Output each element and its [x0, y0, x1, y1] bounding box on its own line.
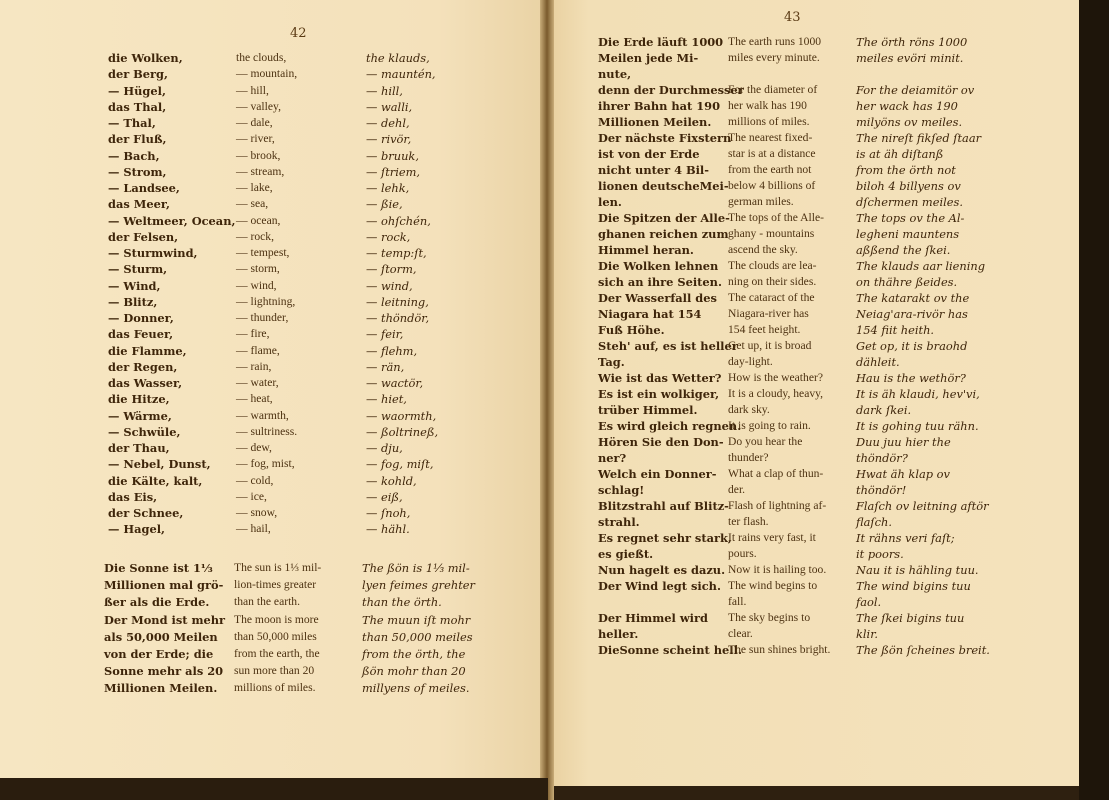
sentence-cell-english: ascend the sky.	[728, 243, 798, 256]
vocab-cell-pronunciation: — walli,	[366, 99, 413, 114]
sentence-cell-pronunciation: 154 fiit heith.	[856, 323, 935, 337]
sentence-cell-german: Die Wolken lehnen	[598, 259, 719, 273]
phrase-cell-german: Millionen mal grö-	[104, 578, 224, 593]
sentence-cell-german: Meilen jede Mi-	[598, 51, 699, 65]
vocab-cell-english: the clouds,	[236, 51, 287, 64]
sentence-cell-english: Niagara-river has	[728, 307, 809, 320]
vocab-cell-pronunciation: — rock,	[366, 229, 411, 244]
phrase-cell-english: than the earth.	[234, 595, 300, 609]
vocab-cell-german: der Berg,	[108, 67, 168, 82]
sentence-cell-pronunciation: Hau is the wethör?	[856, 371, 966, 385]
sentence-cell-german: Nun hagelt es dazu.	[598, 563, 726, 577]
phrase-cell-german: Der Mond ist mehr	[104, 612, 226, 627]
phrase-cell-german: Die Sonne ist 1⅓	[104, 561, 213, 575]
page-number-left: 42	[290, 26, 307, 41]
vocab-cell-english: — snow,	[236, 506, 278, 519]
vocab-cell-german: — Schwüle,	[108, 424, 181, 439]
vocab-cell-pronunciation: — dehl,	[366, 116, 410, 130]
sentence-cell-german: Fuß Höhe.	[598, 323, 665, 337]
vocab-cell-pronunciation: — dju,	[366, 441, 403, 455]
vocab-cell-pronunciation: — waormth,	[366, 408, 437, 423]
sentence-cell-pronunciation: The örth röns 1000	[856, 35, 968, 49]
sentence-cell-pronunciation: milyöns ov meiles.	[856, 115, 963, 129]
sentence-cell-english: der.	[728, 483, 746, 496]
vocab-cell-pronunciation: — ßoltrineß,	[366, 424, 439, 439]
sentence-cell-english: The nearest fixed-	[728, 131, 813, 144]
vocab-cell-pronunciation: — hill,	[366, 83, 403, 98]
vocab-cell-english: — fire,	[236, 327, 270, 341]
sentence-cell-english: dark sky.	[728, 403, 770, 416]
sentence-cell-english: day-light.	[728, 355, 773, 368]
vocab-cell-english: — lake,	[236, 181, 273, 194]
phrase-cell-german: Millionen Meilen.	[104, 681, 218, 696]
vocab-cell-english: — thunder,	[236, 311, 289, 324]
sentence-cell-german: Tag.	[598, 355, 625, 369]
right-page	[546, 0, 1079, 786]
sentence-cell-pronunciation: legheni mauntens	[856, 227, 960, 241]
sentence-cell-english: Flash of lightning af-	[728, 499, 827, 512]
vocab-cell-pronunciation: — ſtriem,	[366, 164, 421, 179]
phrase-cell-pronunciation: than 50,000 meiles	[362, 629, 473, 644]
vocab-cell-pronunciation: — hähl.	[366, 522, 410, 537]
phrase-cell-english: than 50,000 miles	[234, 629, 317, 643]
sentence-cell-english: pours.	[728, 547, 757, 560]
phrase-cell-english: The moon is more	[234, 612, 319, 626]
sentence-cell-german: Es ist ein wolkiger,	[598, 387, 720, 401]
vocab-cell-pronunciation: — thöndör,	[366, 311, 430, 325]
sentence-cell-german: Der Himmel wird	[598, 611, 708, 625]
vocab-cell-english: — wind,	[236, 278, 277, 292]
vocab-cell-pronunciation: — leitning,	[366, 294, 429, 309]
sentence-cell-german: ist von der Erde	[598, 147, 700, 161]
sentence-cell-english: thunder?	[728, 451, 769, 464]
vocab-cell-english: — stream,	[236, 164, 285, 178]
sentence-cell-pronunciation: on thähre ßeides.	[856, 275, 958, 289]
sentence-cell-pronunciation: dſchermen meiles.	[856, 195, 963, 209]
vocab-cell-pronunciation: — temp:ſt,	[366, 246, 427, 260]
sentence-cell-pronunciation: from the örth not	[856, 163, 956, 177]
vocab-cell-german: — Sturmwind,	[108, 246, 198, 260]
sentence-cell-english: For the diameter of	[728, 83, 818, 96]
sentence-cell-pronunciation: it poors.	[856, 547, 904, 561]
sentence-cell-german: Die Spitzen der Alle-	[598, 211, 730, 225]
sentence-cell-english: It is going to rain.	[728, 419, 811, 432]
sentence-cell-german: Niagara hat 154	[598, 307, 702, 321]
sentence-cell-english: It is a cloudy, heavy,	[728, 387, 824, 400]
sentence-cell-pronunciation: It rähns veri faſt;	[856, 531, 955, 545]
sentence-cell-pronunciation: It is äh klaudi, hev'vi,	[856, 387, 980, 401]
vocab-cell-english: — warmth,	[236, 408, 289, 422]
sentence-cell-german: Millionen Meilen.	[598, 115, 712, 129]
phrase-cell-german: ßer als die Erde.	[104, 595, 210, 610]
vocab-cell-pronunciation: — ſtorm,	[366, 262, 417, 277]
sentence-cell-pronunciation: It is gohing tuu rähn.	[856, 419, 979, 433]
sentence-cell-pronunciation: dähleit.	[856, 355, 900, 369]
sentence-cell-english: german miles.	[728, 195, 794, 208]
left-page	[0, 0, 548, 778]
vocab-cell-german: — Sturm,	[108, 262, 168, 277]
vocab-cell-english: — sultriness.	[236, 424, 298, 438]
sentence-cell-pronunciation: The ſkei bigins tuu	[856, 611, 965, 625]
sentence-cell-german: Himmel heran.	[598, 243, 694, 257]
sentence-cell-german: Die Erde läuft 1000	[598, 35, 724, 49]
vocab-cell-pronunciation: — mauntén,	[366, 67, 436, 82]
vocab-cell-german: der Schnee,	[108, 506, 184, 520]
background-edge	[1079, 0, 1109, 800]
sentence-cell-pronunciation: her wack has 190	[856, 99, 958, 113]
phrase-cell-english: from the earth, the	[234, 647, 320, 660]
vocab-cell-german: das Meer,	[108, 197, 170, 212]
sentence-cell-pronunciation: Get op, it is braohd	[856, 339, 968, 353]
vocab-cell-english: — hill,	[236, 83, 269, 97]
sentence-cell-english: It rains very fast, it	[728, 531, 816, 544]
sentence-cell-pronunciation: meiles evöri minit.	[856, 51, 964, 65]
phrase-cell-german: von der Erde; die	[104, 647, 214, 661]
vocab-cell-german: der Fluß,	[108, 132, 167, 147]
sentence-cell-english: How is the weather?	[728, 371, 823, 384]
sentence-cell-english: What a clap of thun-	[728, 467, 824, 480]
vocab-cell-german: der Regen,	[108, 359, 178, 374]
phrase-cell-pronunciation: from the örth, the	[362, 647, 466, 661]
sentence-cell-pronunciation: For the deiamitör ov	[856, 83, 975, 97]
vocab-cell-german: die Kälte, kalt,	[108, 473, 203, 488]
vocab-cell-english: — ice,	[236, 489, 267, 503]
sentence-cell-german: Es regnet sehr stark,	[598, 531, 732, 545]
sentence-cell-german: ner?	[598, 451, 627, 465]
sentence-cell-german: len.	[598, 195, 622, 209]
vocab-cell-english: — fog, mist,	[236, 457, 295, 471]
sentence-cell-german: trüber Himmel.	[598, 403, 698, 417]
sentence-cell-english: Do you hear the	[728, 435, 803, 448]
sentence-cell-english: The earth runs 1000	[728, 35, 822, 48]
sentence-cell-english: ter flash.	[728, 515, 769, 528]
sentence-cell-german: Der Wind legt sich.	[598, 579, 721, 593]
sentence-cell-pronunciation: Duu juu hier the	[856, 435, 951, 449]
vocab-cell-pronunciation: — lehk,	[366, 181, 410, 195]
sentence-cell-pronunciation: dark ſkei.	[856, 403, 912, 417]
vocab-cell-english: — mountain,	[236, 67, 298, 81]
page-number-right: 43	[784, 10, 801, 25]
vocab-cell-english: — storm,	[236, 262, 280, 276]
vocab-cell-english: — hail,	[236, 522, 271, 536]
vocab-cell-german: — Nebel, Dunst,	[108, 457, 211, 472]
vocab-cell-english: — sea,	[236, 197, 269, 211]
sentence-cell-pronunciation: faol.	[856, 595, 882, 609]
phrase-cell-english: The sun is 1⅓ mil-	[234, 561, 322, 574]
sentence-cell-english: from the earth not	[728, 163, 812, 176]
sentence-cell-pronunciation: aßßend the ſkei.	[856, 243, 951, 257]
sentence-cell-english: millions of miles.	[728, 115, 810, 128]
phrase-cell-pronunciation: The muun iſt mohr	[362, 612, 471, 627]
sentence-cell-german: lionen deutscheMei-	[598, 179, 729, 193]
vocab-cell-german: — Landsee,	[108, 181, 180, 195]
vocab-cell-english: — rock,	[236, 229, 274, 243]
sentence-cell-english: The wind begins to	[728, 579, 818, 592]
vocab-cell-german: — Strom,	[108, 164, 167, 179]
vocab-cell-german: — Blitz,	[108, 294, 158, 309]
vocab-cell-english: — dale,	[236, 116, 273, 129]
vocab-cell-german: — Weltmeer, Ocean,	[108, 213, 236, 228]
sentence-cell-german: Wie ist das Wetter?	[598, 371, 722, 385]
sentence-cell-english: clear.	[728, 627, 753, 640]
sentence-cell-english: Now it is hailing too.	[728, 563, 827, 576]
sentence-cell-english: miles every minute.	[728, 51, 820, 64]
phrase-cell-english: millions of miles.	[234, 681, 316, 695]
sentence-cell-pronunciation: thöndör?	[856, 451, 908, 465]
sentence-cell-pronunciation: biloh 4 billyens ov	[856, 179, 961, 193]
vocab-cell-english: — flame,	[236, 343, 280, 357]
sentence-cell-german: ihrer Bahn hat 190	[598, 99, 721, 113]
vocab-cell-german: — Hügel,	[108, 83, 166, 98]
vocab-cell-english: — dew,	[236, 441, 272, 454]
vocab-cell-german: die Hitze,	[108, 392, 170, 407]
sentence-cell-english: below 4 billions of	[728, 179, 816, 192]
sentence-cell-pronunciation: Nau it is hähling tuu.	[856, 563, 979, 577]
sentence-cell-german: DieSonne scheint hell.	[598, 643, 742, 657]
phrase-cell-german: als 50,000 Meilen	[104, 629, 218, 644]
book-gutter	[540, 0, 554, 800]
vocab-cell-pronunciation: — eiß,	[366, 489, 403, 504]
vocab-cell-german: das Feuer,	[108, 327, 174, 342]
sentence-cell-pronunciation: Hwat äh klap ov	[856, 467, 950, 481]
vocab-cell-english: — valley,	[236, 99, 281, 113]
vocab-cell-pronunciation: — kohld,	[366, 473, 417, 488]
vocab-cell-german: — Hagel,	[108, 522, 166, 537]
vocab-cell-english: — ocean,	[236, 213, 281, 227]
vocab-cell-english: — cold,	[236, 473, 274, 487]
vocab-cell-pronunciation: — rivör,	[366, 132, 412, 147]
sentence-cell-english: The tops of the Alle-	[728, 211, 824, 224]
vocab-cell-pronunciation: the klauds,	[366, 51, 430, 65]
sentence-cell-english: her walk has 190	[728, 99, 807, 112]
sentence-cell-english: fall.	[728, 595, 747, 608]
vocab-cell-pronunciation: — ßie,	[366, 197, 403, 212]
vocab-cell-german: — Donner,	[108, 311, 174, 325]
vocab-cell-german: das Thal,	[108, 99, 167, 114]
sentence-cell-pronunciation: Flaſch ov leitning aftör	[856, 499, 989, 513]
phrase-cell-english: lion-times greater	[234, 578, 317, 592]
sentence-cell-english: The sun shines bright.	[728, 643, 831, 656]
sentence-cell-pronunciation: klir.	[856, 627, 879, 641]
sentence-cell-german: Steh' auf, es ist heller	[598, 339, 738, 353]
sentence-cell-german: sich an ihre Seiten.	[598, 275, 722, 289]
vocab-cell-english: — water,	[236, 376, 279, 389]
sentence-cell-german: schlag!	[598, 483, 645, 497]
vocab-cell-german: — Wärme,	[108, 408, 172, 423]
vocab-cell-german: das Wasser,	[108, 376, 183, 390]
vocab-cell-german: das Eis,	[108, 489, 158, 504]
sentence-cell-german: Der nächste Fixstern	[598, 131, 732, 145]
vocab-cell-pronunciation: — flehm,	[366, 343, 418, 358]
phrase-cell-pronunciation: ßön mohr than 20	[362, 664, 466, 679]
sentence-cell-pronunciation: The ßön ſcheines breit.	[856, 643, 990, 657]
vocab-cell-pronunciation: — bruuk,	[366, 148, 419, 163]
phrase-cell-pronunciation: millyens of meiles.	[362, 681, 470, 696]
sentence-cell-german: Hören Sie den Don-	[598, 435, 724, 449]
bottom-shadow	[0, 778, 548, 800]
sentence-cell-pronunciation: The wind bigins tuu	[856, 579, 971, 593]
sentence-cell-german: nute,	[598, 67, 632, 81]
sentence-cell-german: Es wird gleich regnen.	[598, 419, 742, 433]
sentence-cell-german: es gießt.	[598, 547, 654, 561]
sentence-cell-german: nicht unter 4 Bil-	[598, 163, 709, 177]
vocab-cell-pronunciation: — ohſchén,	[366, 213, 431, 228]
sentence-cell-german: heller.	[598, 627, 639, 641]
phrase-cell-german: Sonne mehr als 20	[104, 664, 224, 679]
sentence-cell-english: The clouds are lea-	[728, 259, 817, 272]
sentence-cell-pronunciation: The nireſt fikſed ſtaar	[856, 131, 982, 145]
vocab-cell-pronunciation: — rän,	[366, 359, 405, 374]
vocab-cell-german: die Wolken,	[108, 51, 183, 65]
vocab-cell-pronunciation: — ſnoh,	[366, 506, 411, 520]
sentence-cell-english: ghany - mountains	[728, 227, 815, 240]
sentence-cell-pronunciation: The katarakt ov the	[856, 291, 970, 305]
sentence-cell-pronunciation: thöndör!	[856, 483, 907, 497]
vocab-cell-english: — heat,	[236, 392, 273, 406]
phrase-cell-pronunciation: lyen feimes grehter	[362, 578, 475, 593]
sentence-cell-english: The sky begins to	[728, 611, 811, 624]
vocab-cell-english: — brook,	[236, 148, 281, 162]
sentence-cell-english: 154 feet height.	[728, 323, 801, 336]
vocab-cell-english: — tempest,	[236, 246, 290, 259]
vocab-cell-pronunciation: — wind,	[366, 278, 413, 293]
vocab-cell-pronunciation: — hiet,	[366, 392, 407, 407]
vocab-cell-german: der Felsen,	[108, 229, 179, 244]
sentence-cell-pronunciation: flaſch.	[856, 515, 892, 529]
sentence-cell-german: Der Wasserfall des	[598, 291, 717, 305]
vocab-cell-pronunciation: — feir,	[366, 327, 404, 342]
sentence-cell-pronunciation: Neiag'ara-rivör has	[856, 307, 968, 321]
sentence-cell-german: Welch ein Donner-	[598, 467, 717, 481]
vocab-cell-pronunciation: — wactör,	[366, 376, 424, 390]
sentence-cell-german: ghanen reichen zum	[598, 227, 729, 241]
vocab-cell-german: — Thal,	[108, 116, 156, 130]
vocab-cell-english: — rain,	[236, 359, 272, 373]
sentence-cell-german: Blitzstrahl auf Blitz-	[598, 499, 729, 513]
phrase-cell-pronunciation: The ßön is 1⅓ mil-	[362, 561, 470, 575]
sentence-cell-english: ning on their sides.	[728, 275, 817, 288]
vocab-cell-german: die Flamme,	[108, 343, 187, 358]
phrase-cell-pronunciation: than the örth.	[362, 595, 442, 610]
sentence-cell-english: Get up, it is broad	[728, 339, 812, 352]
sentence-cell-german: denn der Durchmesser	[598, 83, 744, 97]
phrase-cell-english: sun more than 20	[234, 664, 315, 678]
vocab-cell-german: — Wind,	[108, 278, 161, 293]
sentence-cell-english: star is at a distance	[728, 147, 816, 160]
sentence-cell-pronunciation: is at äh diſtanß	[856, 147, 944, 161]
sentence-cell-german: strahl.	[598, 515, 640, 529]
vocab-cell-german: der Thau,	[108, 441, 170, 455]
sentence-cell-pronunciation: The tops ov the Al-	[856, 211, 965, 225]
sentence-cell-english: The cataract of the	[728, 291, 815, 304]
vocab-cell-english: — river,	[236, 132, 275, 146]
sentence-cell-pronunciation: The klauds aar liening	[856, 259, 986, 273]
vocab-cell-pronunciation: — fog, miſt,	[366, 457, 434, 472]
vocab-cell-german: — Bach,	[108, 148, 160, 163]
vocab-cell-english: — lightning,	[236, 294, 296, 308]
